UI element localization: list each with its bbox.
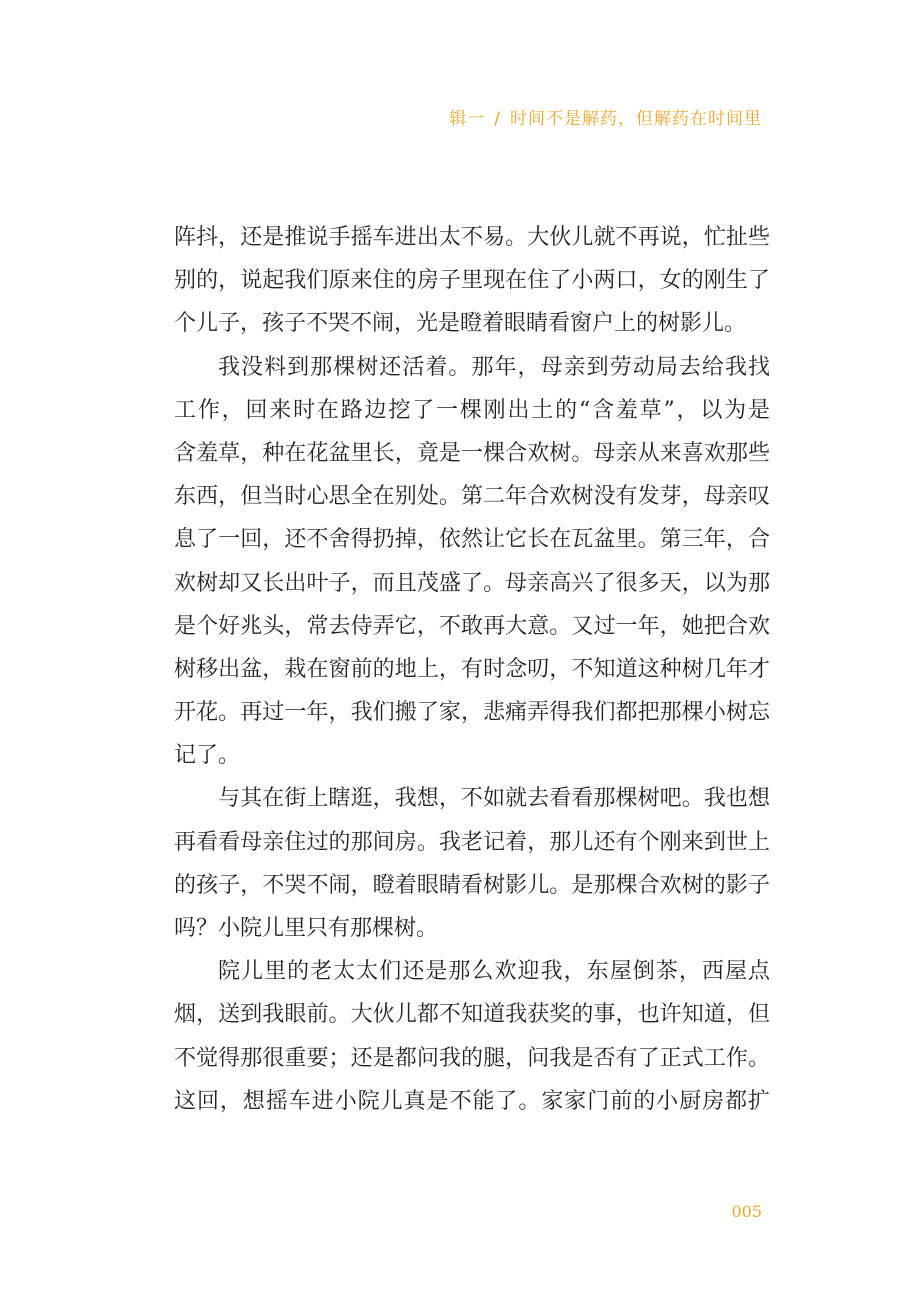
text-line: 树移出盆，栽在窗前的地上，有时念叨，不知道这种树几年才: [174, 656, 770, 682]
text-line: 的孩子，不哭不闹，瞪着眼睛看树影儿。是那棵合欢树的影子: [174, 872, 770, 898]
text-line: 别的，说起我们原来住的房子里现在住了小两口，女的刚生了: [174, 268, 770, 294]
text-line: 个儿子，孩子不哭不闹，光是瞪着眼睛看窗户上的树影儿。: [174, 311, 747, 337]
header-separator: /: [494, 109, 501, 129]
text-line: 烟，送到我眼前。大伙儿都不知道我获奖的事，也许知道，但: [174, 1002, 770, 1028]
header-chapter-title: 时间不是解药，但解药在时间里: [510, 109, 762, 129]
text-line: 欢树却又长出叶子，而且茂盛了。母亲高兴了很多天，以为那: [174, 570, 770, 596]
text-line: 是个好兆头，常去侍弄它，不敢再大意。又过一年，她把合欢: [174, 613, 770, 639]
page-number: 005: [731, 1202, 762, 1221]
text-line: 记了。: [174, 743, 241, 769]
text-line: 开花。再过一年，我们搬了家，悲痛弄得我们都把那棵小树忘: [174, 700, 770, 726]
body-text: [174, 216, 770, 1123]
text-line: 院儿里的老太太们还是那么欢迎我，东屋倒茶，西屋点: [218, 959, 770, 985]
running-header: [449, 104, 762, 129]
text-line: 再看看母亲住过的那间房。我老记着，那儿还有个刚来到世上: [174, 829, 770, 855]
text-line: 工作，回来时在路边挖了一棵刚出土的“含羞草”，以为是: [174, 397, 770, 423]
text-line: 不觉得那很重要；还是都问我的腿，问我是否有了正式工作。: [174, 1045, 770, 1071]
text-line: 息了一回，还不舍得扔掉，依然让它长在瓦盆里。第三年，合: [174, 527, 770, 553]
text-line: 与其在街上瞎逛，我想，不如就去看看那棵树吧。我也想: [218, 786, 770, 812]
header-part: 辑一: [449, 109, 486, 129]
text-line: 含羞草，种在花盆里长，竟是一棵合欢树。母亲从来喜欢那些: [174, 440, 770, 466]
text-line: 我没料到那棵树还活着。那年，母亲到劳动局去给我找: [218, 354, 770, 380]
text-line: 阵抖，还是推说手摇车进出太不易。大伙儿就不再说，忙扯些: [174, 225, 770, 250]
text-line: 这回，想摇车进小院儿真是不能了。家家门前的小厨房都扩: [174, 1088, 770, 1114]
text-line: 东西，但当时心思全在别处。第二年合欢树没有发芽，母亲叹: [174, 484, 770, 510]
text-line: 吗？小院儿里只有那棵树。: [174, 916, 439, 941]
